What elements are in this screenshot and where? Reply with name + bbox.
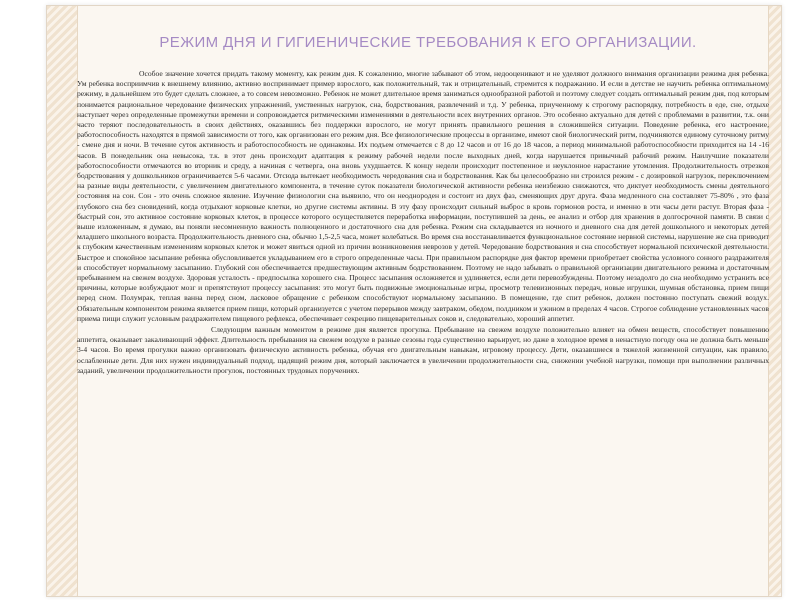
slide-body <box>77 69 769 589</box>
decorative-left-stripe <box>47 6 78 596</box>
slide-title: РЕЖИМ ДНЯ И ГИГИЕНИЧЕСКИЕ ТРЕБОВАНИЯ К ЕГО ОРГАНИЗАЦИИ. <box>159 34 697 51</box>
body-paragraph-regime: Особое значение хочется придать такому моменту, как режим дня. К сожалению, многие забывают об этом, недооценивают и не уделяют должного внимания организации режима дня ребенка. Ум ребенка восприимчив к внешнему влиянию, активно воспринимает пример взрослого, как положительный, так и отрицательный, стремится к подражанию. И если в детстве не научить ребенка оптимальному режиму, в дальнейшем это будет сделать сложнее, а то совсем невозможно. Ребенок не может длительное время заниматься однообразной работой и поэтому следует создать оптимальный режим дня, под которым понимается рациональное чередование физических упражнений, умственных нагрузок, сна, бодрствования, развлечений и т.д. У ребенка, приученному к строгому распорядку, потребность в еде, сне, отдыхе наступает через определенные промежутки времени и сопровождается ритмическими изменениями в деятельности всех внутренних органов. Это особенно актуально для детей с проблемами в развитии, т.к. они часто теряют последовательность в своих действиях, оказавшись без поддержки взрослого, не могут принять правильного решения в сложившейся ситуации. Поведение ребенка, его настроение, работоспособность находятся в прямой зависимости от того, как организован его режим дня. Все физиологические процессы в организме, имеют свой биологический ритм, подчиняются единому суточному ритму - смене дня и ночи. В течение суток активность и работоспособность не одинаковы. Их подъем отмечается с 8 до 12 часов и от 16 до 18 часов, а период минимальной работоспособности приходится на 14 -16 часов. В понедельник она невысока, т.к. в этот день происходит адаптация к режиму рабочей недели после выходных дней, когда нарушается привычный рабочий режим. Наилучшие показатели работоспособности отмечаются во вторник и среду, а начиная с четверга, она вновь ухудшается. К концу недели происходит постепенное и неуклонное нарастание утомления. Продолжительность отрезков бодрствования у дошкольников ограничивается 5-6 часами. Отсюда вытекает необходимость чередования сна и бодрствования. Как бы целесообразно ни строился режим - с дозировкой нагрузок, переключением на разные виды деятельности, с увеличением двигательного компонента, в течение суток показатели биологической активности ребенка неизбежно снижаются, что диктует необходимость смены деятельного состояния на сон. Сон - это очень сложное явление. Изучение физиологии сна выявило, что он неоднороден и состоит из двух фаз, сменяющих друг друга. Фаза медленного сна составляет 75-80% , это фаза глубокого сна без сновидений, когда отдыхают корковые клетки, но другие системы активны. В эту фазу происходит сильный выброс в кровь гормонов роста, и именно в эти часы дети растут. Вторая фаза - быстрый сон, это активное состояние корковых клеток, в процессе которого осуществляется переработка информации, поступившей за день, ее анализ и отбор для хранения в долгосрочной памяти. В связи с выше изложенным, я думаю, вы поняли несомненную важность полноценного и достаточного сна для ребенка. Режим сна складывается из ночного и дневного сна для детей дошкольного и некоторых детей младшего школьного возраста. Продолжительность дневного сна, обычно 1,5-2,5 часа, может колебаться. Во время сна восстанавливается функциональное состояние нервной системы, нарушение же сна приводит к глубоким качественным изменениям корковых клеток и может явиться одной из причин возникновения неврозов у детей. Чередование бодрствования и сна способствует нормальной психической деятельности. Быстрое и спокойное засыпание ребенка обусловливается укладыванием его в строго определенные часы. При правильном распорядке дня фактор времени приобретает свойства условного сонного раздражителя и способствует нормальному засыпанию. Глубокий сон обеспечивается предшествующим активным бодрствованием. Поэтому не надо забывать о правильной организации двигательного режима и достаточным пребыванием на свежем воздухе. Здоровая усталость - предпосылка хорошего сна. Процесс засыпания осложняется и удлиняется, если дети перевозбуждены. Поэтому незадолго до сна необходимо устранить все причины, которые возбуждают мозг и препятствуют процессу засыпания: это могут быть подвижные эмоциональные игры, просмотр телевизионных передач, новые игрушки, шумная обстановка, прием пищи перед сном. Полумрак, теплая ванна перед сном, ласковое обращение с ребенком способствуют нормальному засыпанию. В помещение, где спит ребенок, должен постоянно поступать свежий воздух. Обязательным компонентом режима является прием пищи, который организуется с учетом перерывов между завтраком, обедом, полдником и ужином в пределах 4 часов. Строгое соблюдение установленных часов приема пищи служит условным раздражителем пищевого рефлекса, обеспечивает секрецию пищеварительных соков и, следовательно, хороший аппетит. <box>77 69 769 323</box>
body-paragraph-walk: Следующим важным моментом в режиме дня является прогулка. Пребывание на свежем воздухе положительно влияет на обмен веществ, способствует повышению аппетита, оказывает закаливающий эффект. Длительность пребывания на свежем воздухе в разные сезоны года существенно варьирует, но даже в холодное время в ненастную погоду она не должна быть меньше 3-4 часов. Во время прогулки важно организовать физическую активность ребенка, обучая его двигательным навыкам, игровому процессу. Дети, оказавшиеся в тяжелой жизненной ситуации, как правило, ослабленные дети. Для них нужен индивидуальный подход, щадящий режим дня, который заключается в увеличении продолжительности сна, снижении учебной нагрузки, помощи при выполнении различных заданий, увеличении продолжительности прогулок, постоянных трудовых поручениях. <box>77 325 769 375</box>
decorative-right-stripe <box>768 6 781 596</box>
slide-frame <box>46 5 782 597</box>
